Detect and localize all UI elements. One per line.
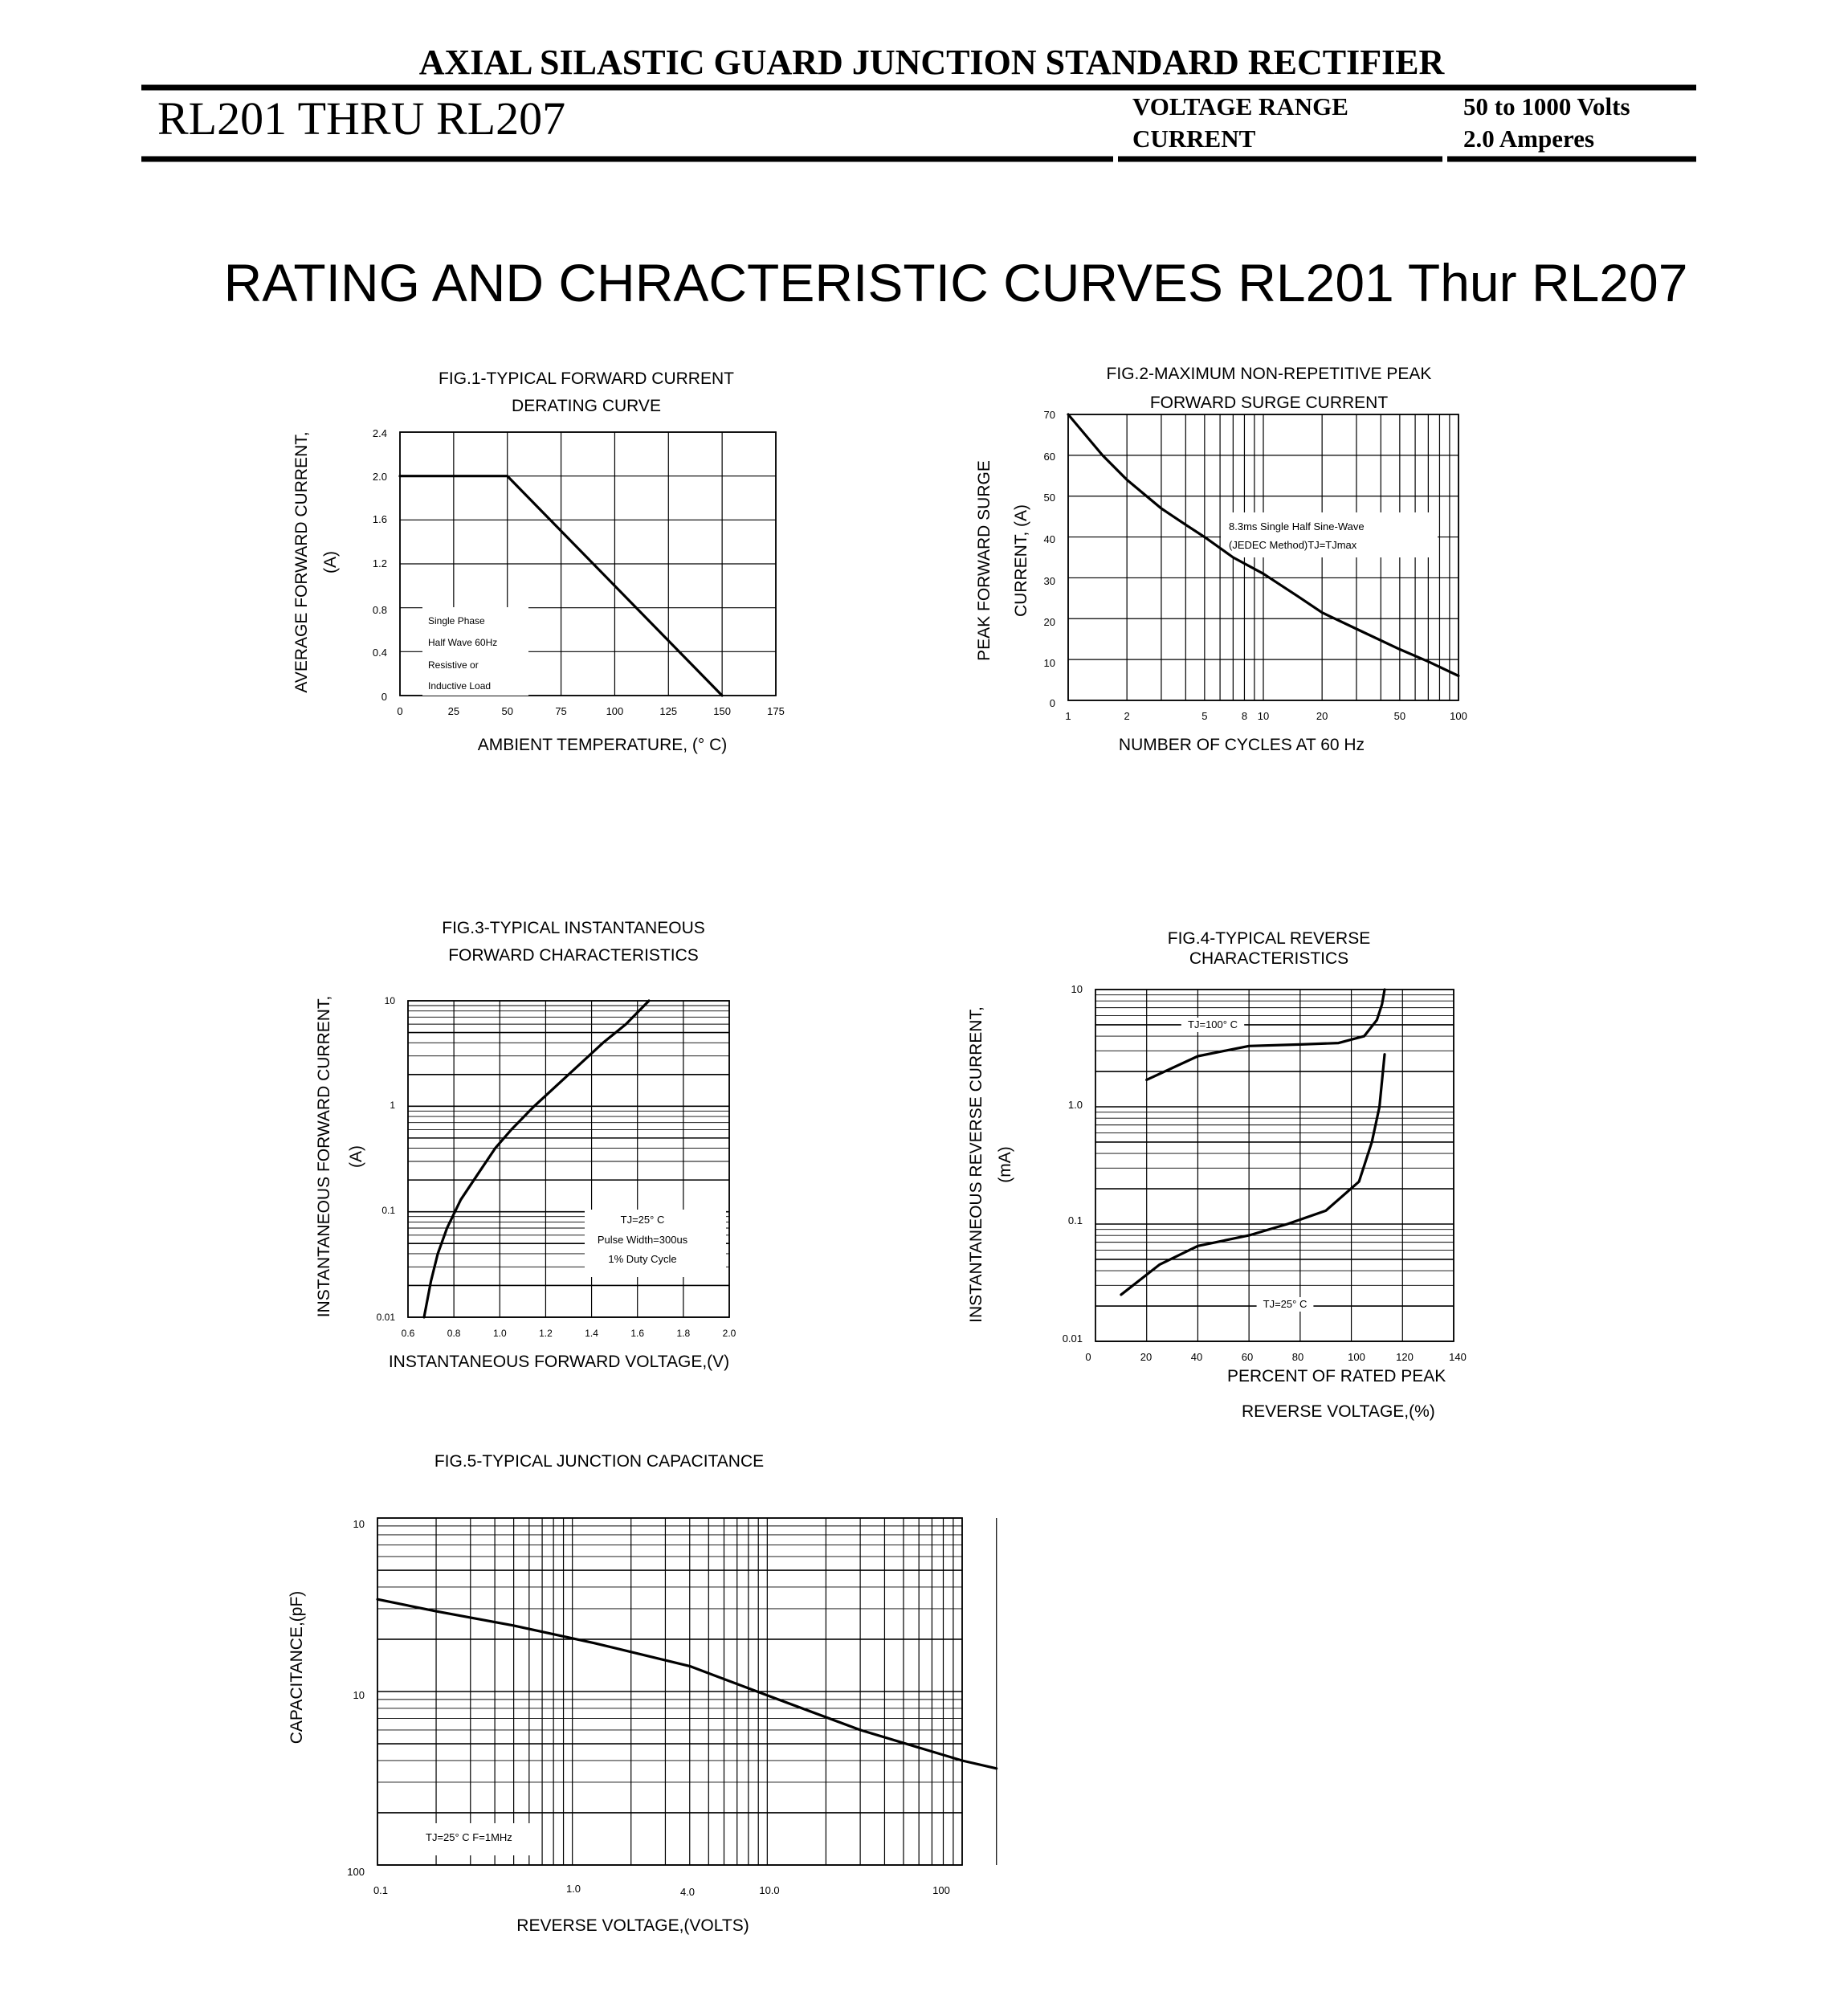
fig2-title-line: FIG.2-MAXIMUM NON-REPETITIVE PEAK xyxy=(1106,365,1432,383)
part-range: RL201 THRU RL207 xyxy=(157,92,566,145)
fig4-x-tick-label: 100 xyxy=(1348,1351,1365,1363)
fig2-x-tick-label: 8 xyxy=(1241,710,1248,722)
page-title: RATING AND CHRACTERISTIC CURVES RL201 Thur RL207 xyxy=(223,253,1688,312)
current-value: 2.0 Amperes xyxy=(1463,124,1595,153)
fig1-x-tick-label: 75 xyxy=(555,705,567,717)
voltage-range-value: 50 to 1000 Volts xyxy=(1463,92,1630,120)
fig4-y-tick-label: 10 xyxy=(1071,983,1083,995)
fig5-title-line: FIG.5-TYPICAL JUNCTION CAPACITANCE xyxy=(434,1452,765,1471)
fig2-annotation-line: 8.3ms Single Half Sine-Wave xyxy=(1229,520,1365,533)
fig3-y-tick-label: 0.1 xyxy=(381,1205,395,1216)
fig4-xlabel: REVERSE VOLTAGE,(%) xyxy=(1242,1402,1435,1421)
fig3-x-tick-label: 1.8 xyxy=(676,1328,691,1339)
fig3-x-tick-label: 1.2 xyxy=(539,1328,553,1339)
fig4-ylabel: INSTANTANEOUS REVERSE CURRENT, xyxy=(967,1006,985,1323)
fig1-annotation-line: Resistive or xyxy=(428,659,479,671)
chart-fig1 xyxy=(292,369,785,754)
fig1-annotation-line: Single Phase xyxy=(428,615,485,626)
fig3-y-tick-label: 10 xyxy=(384,995,395,1006)
fig1-y-tick-label: 0 xyxy=(381,691,387,703)
fig2-xlabel: NUMBER OF CYCLES AT 60 Hz xyxy=(1118,736,1365,754)
fig1-annotation-line: Inductive Load xyxy=(428,680,492,692)
fig4-y-tick-label: 1.0 xyxy=(1067,1099,1083,1111)
fig3-x-tick-label: 1.6 xyxy=(630,1328,645,1339)
voltage-range-label: VOLTAGE RANGE xyxy=(1132,92,1348,120)
fig1-y-tick-label: 1.2 xyxy=(372,557,387,569)
fig3-x-tick-label: 2.0 xyxy=(722,1328,736,1339)
fig4-series-label: TJ=100° C xyxy=(1188,1018,1238,1030)
fig5-y-tick-label: 100 xyxy=(347,1866,365,1878)
fig2-ylabel: PEAK FORWARD SURGE xyxy=(975,460,993,661)
fig5-y-tick-label: 10 xyxy=(353,1518,365,1530)
fig4-x-tick-label: 60 xyxy=(1241,1351,1254,1363)
fig4-x-tick-label: 140 xyxy=(1449,1351,1467,1363)
fig2-y-tick-label: 20 xyxy=(1043,616,1055,628)
chart-fig3 xyxy=(315,919,736,1371)
fig4-xlabel: PERCENT OF RATED PEAK xyxy=(1227,1367,1446,1385)
fig3-ylabel: (A) xyxy=(347,1145,365,1168)
fig5-x-tick-label: 0.1 xyxy=(373,1884,389,1896)
fig2-y-tick-label: 40 xyxy=(1043,533,1055,545)
fig1-x-tick-label: 150 xyxy=(713,705,731,717)
fig1-ylabel: AVERAGE FORWARD CURRENT, xyxy=(292,431,311,693)
fig3-annotation-line: TJ=25° C xyxy=(620,1214,665,1226)
fig3-annotation-line: Pulse Width=300us xyxy=(597,1234,688,1246)
fig4-series-label: TJ=25° C xyxy=(1263,1298,1308,1310)
chart-fig2 xyxy=(975,365,1467,754)
fig2-y-tick-label: 70 xyxy=(1043,409,1055,421)
fig1-y-tick-label: 2.0 xyxy=(372,471,387,483)
fig1-x-tick-label: 0 xyxy=(397,705,403,717)
fig1-x-tick-label: 175 xyxy=(767,705,785,717)
fig2-x-tick-label: 50 xyxy=(1393,710,1406,722)
fig1-y-tick-label: 1.6 xyxy=(372,513,387,525)
fig2-ylabel: CURRENT, (A) xyxy=(1012,504,1030,617)
fig2-annotation-line: (JEDEC Method)TJ=TJmax xyxy=(1229,539,1357,551)
fig5-grid xyxy=(377,1518,997,1865)
fig2-y-tick-label: 50 xyxy=(1043,492,1055,504)
fig3-y-tick-label: 0.01 xyxy=(376,1312,395,1323)
fig3-x-tick-label: 1.4 xyxy=(585,1328,598,1339)
fig1-annotation-line: Half Wave 60Hz xyxy=(428,637,498,648)
fig1-y-tick-label: 0.4 xyxy=(372,647,387,659)
fig1-x-tick-label: 100 xyxy=(606,705,624,717)
fig4-grid xyxy=(1095,990,1454,1341)
fig4-x-tick-label: 80 xyxy=(1291,1351,1304,1363)
fig2-x-tick-label: 2 xyxy=(1124,710,1130,722)
fig2-x-tick-label: 10 xyxy=(1257,710,1270,722)
fig1-ylabel: (A) xyxy=(321,551,340,573)
chart-fig5 xyxy=(288,1452,997,1935)
chart-fig4 xyxy=(967,929,1467,1421)
fig5-xlabel: REVERSE VOLTAGE,(VOLTS) xyxy=(516,1916,749,1935)
fig3-xlabel: INSTANTANEOUS FORWARD VOLTAGE,(V) xyxy=(388,1353,730,1371)
fig2-x-tick-label: 5 xyxy=(1201,710,1208,722)
fig4-y-tick-label: 0.01 xyxy=(1062,1332,1083,1345)
fig1-x-tick-label: 125 xyxy=(659,705,678,717)
fig5-y-tick-label: 10 xyxy=(353,1689,365,1701)
fig5-x-tick-label: 1.0 xyxy=(565,1883,581,1895)
fig2-y-tick-label: 60 xyxy=(1043,451,1055,463)
fig3-y-tick-label: 1 xyxy=(390,1100,395,1111)
fig1-y-tick-label: 2.4 xyxy=(372,427,387,439)
fig4-ylabel: (mA) xyxy=(996,1146,1014,1183)
charts-group xyxy=(288,365,1467,1935)
fig3-x-tick-label: 0.8 xyxy=(447,1328,461,1339)
fig2-x-tick-label: 1 xyxy=(1065,710,1071,722)
fig2-y-tick-label: 30 xyxy=(1043,575,1055,587)
fig1-title-line: DERATING CURVE xyxy=(512,397,661,415)
fig4-x-tick-label: 40 xyxy=(1190,1351,1203,1363)
fig5-x-tick-label: 100 xyxy=(932,1884,950,1896)
fig2-x-tick-label: 100 xyxy=(1450,710,1467,722)
fig1-y-tick-label: 0.8 xyxy=(372,604,387,616)
fig4-y-tick-label: 0.1 xyxy=(1067,1214,1083,1226)
fig3-x-tick-label: 1.0 xyxy=(492,1328,507,1339)
fig1-x-tick-label: 50 xyxy=(501,705,513,717)
fig4-x-tick-label: 120 xyxy=(1396,1351,1414,1363)
fig1-x-tick-label: 25 xyxy=(447,705,460,717)
fig2-x-tick-label: 20 xyxy=(1316,710,1328,722)
current-label: CURRENT xyxy=(1132,124,1256,153)
header-title: AXIAL SILASTIC GUARD JUNCTION STANDARD RECTIFIER xyxy=(418,43,1445,82)
fig4-series-line xyxy=(1121,1055,1385,1295)
fig2-y-tick-label: 10 xyxy=(1043,657,1055,669)
fig3-x-tick-label: 0.6 xyxy=(401,1328,415,1339)
fig3-title-line: FORWARD CHARACTERISTICS xyxy=(448,946,699,965)
fig2-y-tick-label: 0 xyxy=(1049,697,1055,709)
fig5-x-tick-label: 10.0 xyxy=(759,1884,780,1896)
fig4-x-tick-label: 0 xyxy=(1085,1351,1091,1363)
fig5-x-tick-label: 4.0 xyxy=(679,1886,696,1898)
fig3-title-line: FIG.3-TYPICAL INSTANTANEOUS xyxy=(442,919,705,937)
fig1-xlabel: AMBIENT TEMPERATURE, (° C) xyxy=(477,736,728,754)
fig4-title-line: FIG.4-TYPICAL REVERSE xyxy=(1167,929,1371,948)
fig4-x-tick-label: 20 xyxy=(1140,1351,1152,1363)
fig2-title-line: FORWARD SURGE CURRENT xyxy=(1149,394,1389,412)
fig3-annotation-line: 1% Duty Cycle xyxy=(608,1253,677,1265)
fig5-ylabel: CAPACITANCE,(pF) xyxy=(288,1590,306,1745)
fig1-title-line: FIG.1-TYPICAL FORWARD CURRENT xyxy=(439,369,734,388)
fig4-series-line xyxy=(1147,990,1385,1079)
fig4-title-line: CHARACTERISTICS xyxy=(1189,949,1349,968)
fig4-plot-frame xyxy=(1095,990,1454,1341)
fig3-ylabel: INSTANTANEOUS FORWARD CURRENT, xyxy=(315,995,333,1318)
fig5-annotation-line: TJ=25° C F=1MHz xyxy=(426,1831,512,1843)
